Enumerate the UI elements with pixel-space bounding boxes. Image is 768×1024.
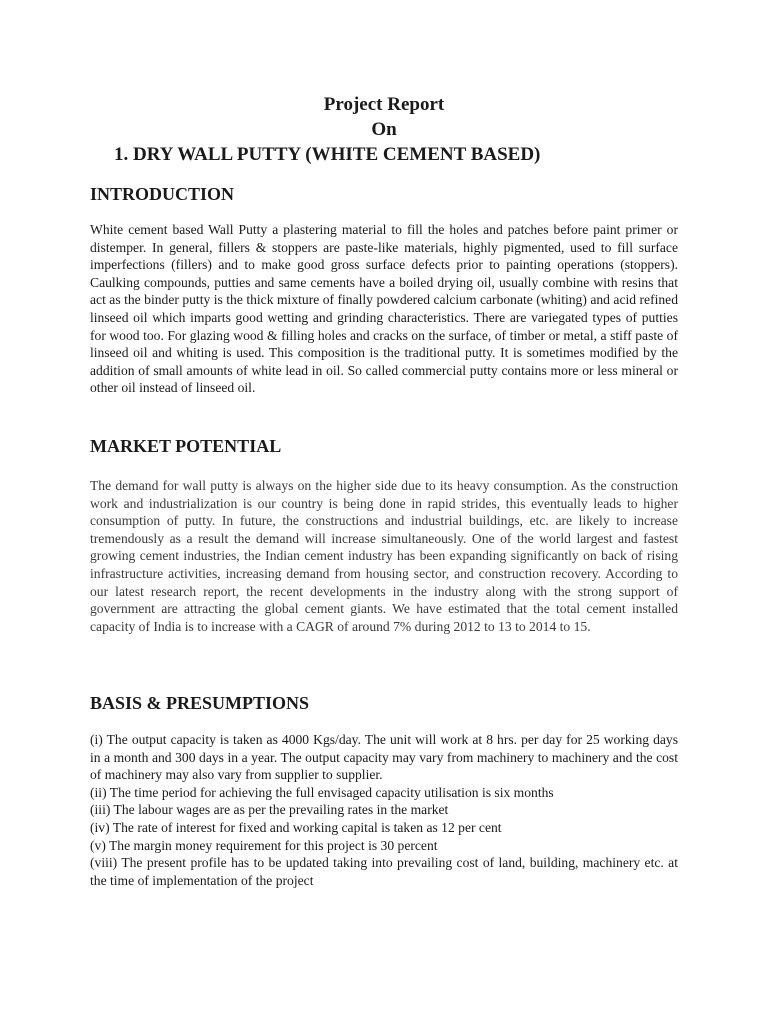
- introduction-heading: INTRODUCTION: [90, 184, 235, 204]
- list-item: (iv) The rate of interest for fixed and working capital is taken as 12 per cent: [90, 819, 502, 835]
- list-item: (viii) The present profile has to be updated taking into prevailing cost of land, building, machinery etc. at the time of implementation of the project: [90, 855, 678, 888]
- market-potential-paragraph: The demand for wall putty is always on the higher side due to its heavy consumption. As the construction work and industrialization is our country is being done in rapid strides, this eventually leads to higher consumption of putty. In future, the constructions and industrial buildings, etc. are likely to increase tremendously as a result the demand will increase simultaneously. One of the world largest and fastest growing cement industries, the Indian cement industry has been expanding significantly on back of rising infrastructure activities, increasing demand from housing sector, and construction recovery. According to our latest research report, the recent developments in the industry along with the strong support of government are attracting the global cement giants. We have estimated that the total cement installed capacity of India is to increase with a CAGR of around 7% during 2012 to 13 to 2014 to 15.: [90, 478, 678, 634]
- basis-presumptions-heading: BASIS & PRESUMPTIONS: [90, 693, 310, 713]
- title-line-1: Project Report: [323, 94, 445, 115]
- list-item: (i) The output capacity is taken as 4000 Kgs/day. The unit will work at 8 hrs. per day for 25 working days in a month and 300 days in a year. The output capacity may vary from machinery to machinery and the cost of machinery may also vary from supplier to supplier.: [90, 732, 678, 783]
- list-item: (iii) The labour wages are as per the prevailing rates in the market: [90, 802, 449, 818]
- title-line-2: On: [371, 119, 397, 140]
- list-item: (v) The margin money requirement for this project is 30 percent: [90, 837, 438, 853]
- title-line-3: 1. DRY WALL PUTTY (WHITE CEMENT BASED): [114, 144, 541, 165]
- basis-presumptions-list: [90, 731, 678, 889]
- market-potential-heading: MARKET POTENTIAL: [90, 436, 282, 456]
- introduction-paragraph: White cement based Wall Putty a plastering material to fill the holes and patches before paint primer or distemper. In general, fillers & stoppers are paste-like materials, highly pigmented, used to fill surface imperfections (fillers) and to make good gross surface defects prior to painting operations (stoppers). Caulking compounds, putties and same cements have a boiled drying oil, usually combine with resins that act as the binder putty is the thick mixture of finally powdered calcium carbonate (whiting) and acid refined linseed oil which imparts good wetting and grinding characteristics. There are variegated types of putties for wood too. For glazing wood & filling holes and cracks on the surface, of timber or metal, a stiff paste of linseed oil and whiting is used. This composition is the traditional putty. It is sometimes modified by the addition of small amounts of white lead in oil. So called commercial putty contains more or less mineral or other oil instead of linseed oil.: [90, 222, 678, 396]
- report-title: [0, 92, 768, 167]
- list-item: (ii) The time period for achieving the full envisaged capacity utilisation is six months: [90, 784, 554, 800]
